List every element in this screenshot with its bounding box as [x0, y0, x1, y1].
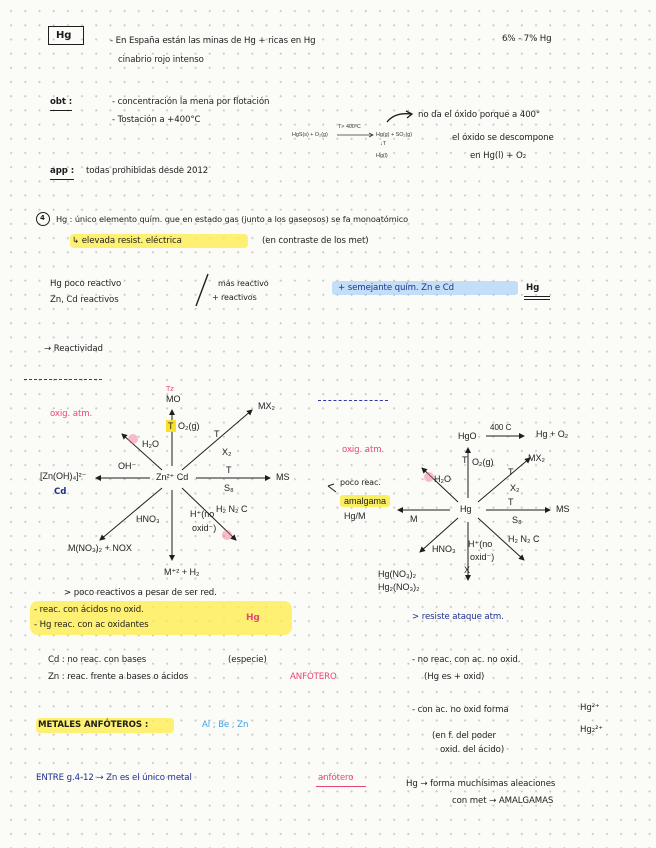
- zn-oh: OH⁻: [118, 461, 137, 471]
- hg-hgno3-1: Hg(NO₃)₂: [378, 569, 417, 579]
- hg-poco-reac: poco reac.: [340, 478, 381, 487]
- eq-liq: Hg(l): [376, 153, 388, 159]
- point4-paren: (en contraste de los met): [262, 236, 369, 246]
- zn-zn-oh: [Zn(OH)₄]²⁻: [40, 471, 87, 481]
- obt-note2: el óxido se descompone: [452, 133, 554, 143]
- hg-oxid: oxid⁻): [470, 552, 495, 562]
- obt-note1: no da el óxido porque a 400°: [418, 110, 541, 120]
- hg-ms: MS: [556, 504, 570, 514]
- hg-t-o2: T: [462, 455, 468, 465]
- hg-mx2: MX₂: [528, 453, 545, 463]
- note-resiste: > resiste ataque atm.: [412, 612, 504, 622]
- metales-list: Al ; Be ; Zn: [202, 720, 249, 730]
- zn-oxid: oxid⁻): [192, 523, 217, 533]
- react-hg: Hg: [526, 283, 540, 293]
- obt-item2: - Tostación a +400°C: [112, 115, 201, 125]
- zn-ms: MS: [276, 472, 290, 482]
- hg-h2o-pink-dot: [424, 472, 434, 482]
- note-reac-no-oxid: - reac. con ácidos no oxid.: [34, 605, 144, 615]
- react-right1: más reactivo: [218, 279, 269, 288]
- hg-x2: X₂: [510, 483, 520, 493]
- point4-arrow-text: ↳ elevada resist. eléctrica: [72, 236, 182, 246]
- hg-c1: Hg → forma muchísimas aleaciones: [406, 779, 556, 789]
- entre-text: ENTRE g.4-12 → Zn es el único metal: [36, 773, 192, 783]
- zn-center: Zn²⁺ Cd: [156, 472, 189, 482]
- zn-h-plus: H⁺(no: [190, 509, 215, 519]
- hg-hgno3-2: Hg₂(NO₃)₂: [378, 582, 420, 592]
- zn-tz: Tz: [166, 385, 174, 393]
- zn-t-x2: T: [214, 429, 220, 439]
- react-heading: → Reactividad: [44, 344, 103, 354]
- hg-o2: O₂(g): [472, 457, 494, 467]
- hg-a1: - no reac. con ac. no oxid.: [412, 655, 521, 665]
- header-line2: cinabrio rojo intenso: [118, 55, 204, 65]
- obt-item1: - concentración la mena por flotación: [112, 97, 270, 107]
- hg-s8: S₈: [512, 515, 522, 525]
- zn-h2n2c: H₂ N₂ C: [216, 504, 248, 514]
- hg-b2-ion: Hg₂²⁺: [580, 725, 603, 735]
- point4-text: Hg : único elemento quím. que en estado gas (junto a los gaseosos) se fa monoatómico: [56, 214, 409, 224]
- zn-mo: MO: [166, 394, 181, 404]
- obt-label: obt :: [50, 97, 73, 107]
- cd-line: Cd : no reac. con bases: [48, 655, 147, 665]
- header-line1: - En España están las minas de Hg + ricas en Hg: [110, 36, 316, 46]
- zn-mno3: M(NO₃)₂ + NOX: [68, 543, 132, 553]
- hg-t-x2: T: [508, 467, 514, 477]
- hg-b1: - con ac. no oxid forma: [412, 705, 509, 715]
- app-text: todas prohibidas desde 2012: [86, 166, 209, 176]
- react-line1: Hg poco reactivo: [50, 279, 122, 289]
- entre-underline: [316, 786, 366, 787]
- hg-m: M: [410, 514, 418, 524]
- zn-pink-label: oxig. atm.: [50, 409, 93, 419]
- zn-s8: S₈: [224, 483, 234, 493]
- hg-a2: (Hg es + oxid): [424, 672, 485, 682]
- zn-anfotero: ANFÓTERO: [290, 672, 337, 682]
- zn-h2o: H₂O: [142, 439, 159, 449]
- hg-center: Hg: [460, 504, 472, 514]
- hg-t-ms: T: [508, 497, 514, 507]
- note-poco-reactivos: > poco reactivos a pesar de ser red.: [64, 588, 217, 598]
- hg-hgm: Hg/M: [344, 511, 366, 521]
- react-blue: + semejante quím. Zn e Cd: [338, 283, 455, 293]
- hg-b3: oxid. del ácido): [440, 745, 505, 755]
- hg-pink-label: oxig. atm.: [342, 445, 385, 455]
- note-reac-oxid-pink: Hg: [246, 613, 260, 623]
- zn-t-ms: T: [226, 465, 232, 475]
- header-percent: 6% - 7% Hg: [502, 34, 552, 44]
- zn-line: Zn : reac. frente a bases o ácidos: [48, 672, 189, 682]
- entre-anfotero: anfótero: [318, 773, 354, 783]
- react-right2: + reactivos: [212, 293, 257, 302]
- hg-t400: 400 C: [490, 423, 512, 432]
- zn-x2: X₂: [222, 447, 232, 457]
- hg-h-plus: H⁺(no: [468, 539, 493, 549]
- eq-cond: T> 400ºC: [338, 124, 361, 130]
- hg-b1-ion: Hg²⁺: [580, 703, 600, 713]
- zn-t-top: T: [168, 421, 174, 431]
- zn-o2: O₂(g): [178, 421, 200, 431]
- hg-hno3: HNO₃: [432, 544, 456, 554]
- app-label: app :: [50, 166, 75, 176]
- hg-hg-o2: Hg + O₂: [536, 429, 569, 439]
- note-reac-oxid: - Hg reac. con ac oxidantes: [34, 620, 149, 630]
- hg-b2: (en f. del poder: [432, 731, 496, 741]
- eq-rhs: Hg(g) + SO₂(g): [376, 132, 413, 138]
- hg-symbol: Hg: [56, 30, 72, 41]
- hg-c2: con met → AMALGAMAS: [452, 796, 554, 806]
- hg-h2o: H₂O: [434, 474, 451, 484]
- eq-down: ↓T: [380, 141, 386, 147]
- cd-paren: (especie): [228, 655, 267, 665]
- zn-m2h2: M⁺² + H₂: [164, 567, 200, 577]
- react-line2: Zn, Cd reactivos: [50, 295, 119, 305]
- hg-h2n2c: H₂ N₂ C: [508, 534, 540, 544]
- zn-hno3: HNO₃: [136, 514, 160, 524]
- eq-lhs: HgS(s) + O₂(g): [292, 132, 328, 138]
- zn-cd-word: Cd: [54, 487, 67, 497]
- zn-mx2: MX₂: [258, 401, 275, 411]
- hg-hgo: HgO: [458, 431, 477, 441]
- metales-label: METALES ANFÓTEROS :: [38, 720, 149, 730]
- hg-x-mark: X: [464, 565, 471, 575]
- obt-note3: en Hg(l) + O₂: [470, 151, 527, 161]
- point4-num: 4: [40, 214, 45, 222]
- hg-amalgama: amalgama: [344, 496, 387, 506]
